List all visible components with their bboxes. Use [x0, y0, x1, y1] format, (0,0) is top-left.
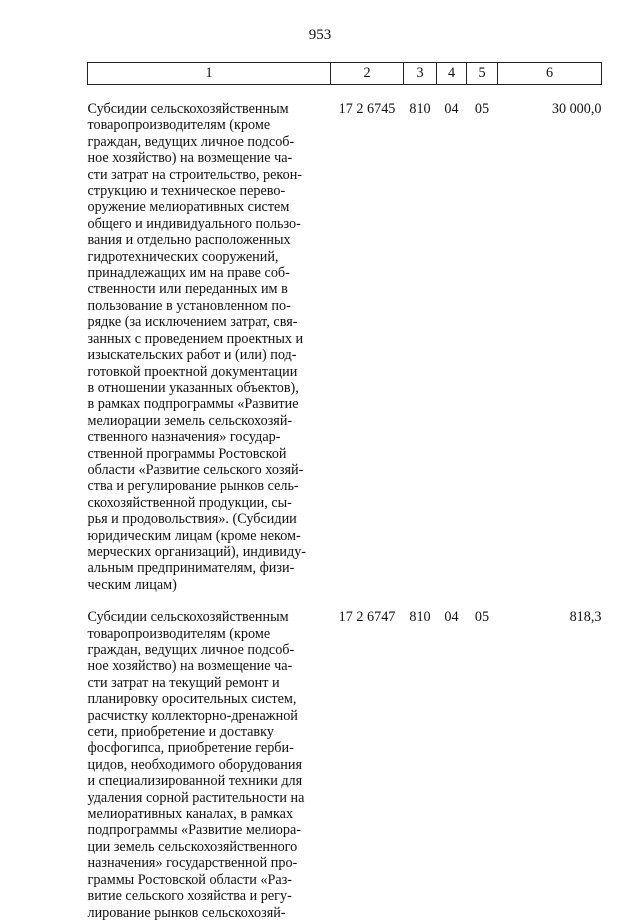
row-amount: 30 000,0 — [551, 101, 602, 117]
description-line: струкцию и техническое перево- — [87, 183, 286, 200]
description-line: ственной программы Ростовской — [87, 445, 287, 462]
row-amount: 818,3 — [569, 609, 602, 626]
description-line: товаропроизводителям (кроме — [87, 117, 271, 134]
description-line: области «Развитие сельского хозяй- — [87, 461, 304, 478]
row-target-code: 17 2 6747 — [338, 609, 396, 626]
description-line: пользование в установленном по- — [87, 297, 291, 314]
description-line: мелиорации земель сельскохозяй- — [87, 412, 293, 429]
description-line: ственности или переданных им в — [87, 281, 288, 298]
description-line: в отношении указанных объектов), — [87, 379, 299, 396]
description-line: сти затрат на текущий ремонт и — [87, 674, 280, 691]
description-line: мелиоративных каналах, в рамках — [87, 806, 294, 823]
row-subsection: 05 — [474, 609, 490, 626]
description-line: граждан, ведущих личное подсоб- — [87, 642, 295, 658]
description-line: граждан, ведущих личное подсоб- — [87, 133, 295, 150]
description-line: Субсидии сельскохозяйственным — [87, 101, 289, 117]
row-target-code: 17 2 6745 — [338, 101, 396, 117]
description-line: общего и индивидуального пользо- — [87, 215, 301, 232]
description-line: ции земель сельскохозяйственного — [87, 838, 298, 855]
description-line: подпрограммы «Развитие мелиора- — [87, 822, 301, 839]
row-expense-type: 810 — [409, 101, 431, 117]
description-line: в рамках подпрограммы «Развитие — [87, 396, 299, 413]
description-line: граммы Ростовской области «Раз- — [87, 871, 293, 888]
column-header-description: 1 — [88, 63, 331, 85]
description-line: ства и регулирование рынков сель- — [87, 478, 299, 495]
table-row — [88, 609, 602, 921]
row-description — [88, 609, 331, 921]
description-line: рядке (за исключением затрат, свя- — [87, 314, 298, 331]
description-line: изыскательских работ и (или) под- — [87, 347, 297, 364]
description-line: занных с проведением проектных и — [87, 330, 304, 347]
description-line: юридическим лицам (кроме неком- — [87, 527, 301, 544]
description-line: и специализированной техники для — [87, 773, 303, 790]
budget-table — [87, 62, 602, 921]
row-subsection: 05 — [474, 101, 490, 117]
row-expense-type: 810 — [409, 609, 431, 626]
description-line: вания и отдельно расположенных — [87, 232, 291, 249]
description-line: гидротехнических сооружений, — [87, 248, 279, 265]
description-line: ное хозяйство) на возмещение ча- — [87, 150, 293, 167]
table-row — [88, 101, 602, 593]
description-line: фосфогипса, приобретение герби- — [87, 740, 294, 757]
description-line: назначения» государственной про- — [87, 855, 298, 872]
description-line: удаления сорной растительности на — [87, 789, 305, 806]
column-header-amount: 6 — [498, 63, 602, 85]
column-header-expense-type: 3 — [404, 63, 437, 85]
description-line: цидов, необходимого оборудования — [87, 756, 303, 773]
row-description — [88, 101, 331, 593]
description-line: ческим лицам) — [87, 576, 177, 593]
description-line: принадлежащих им на праве соб- — [87, 265, 290, 282]
table-header-row — [88, 63, 602, 85]
description-line: рья и продовольствия». (Субсидии — [87, 511, 297, 528]
description-line: готовкой проектной документации — [87, 363, 298, 380]
description-line: расчистку коллекторно-дренажной — [87, 707, 298, 724]
description-line: витие сельского хозяйства и регу- — [87, 888, 292, 905]
description-line: планировку оросительных систем, — [87, 691, 297, 708]
row-section: 04 — [444, 609, 459, 626]
description-line: товаропроизводителям (кроме — [87, 625, 271, 642]
description-line: ное хозяйство) на возмещение ча- — [87, 658, 293, 675]
column-header-section: 4 — [437, 63, 467, 85]
description-line: оружение мелиоративных систем — [87, 199, 290, 216]
description-line: ственного назначения» государ- — [87, 429, 281, 446]
row-section: 04 — [444, 101, 459, 117]
description-line: Субсидии сельскохозяйственным — [87, 609, 289, 626]
description-line: скохозяйственной продукции, сы- — [87, 494, 292, 511]
column-header-subsection: 5 — [467, 63, 498, 85]
description-line: альным предпринимателям, физи- — [87, 560, 295, 577]
column-header-target-code: 2 — [331, 63, 404, 85]
description-line: сети, приобретение и доставку — [87, 724, 274, 741]
description-line: лирование рынков сельскохозяй- — [87, 904, 286, 921]
page-number: 953 — [308, 27, 332, 43]
description-line: мерческих организаций), индивиду- — [87, 543, 307, 560]
description-line: сти затрат на строительство, рекон- — [87, 166, 303, 183]
